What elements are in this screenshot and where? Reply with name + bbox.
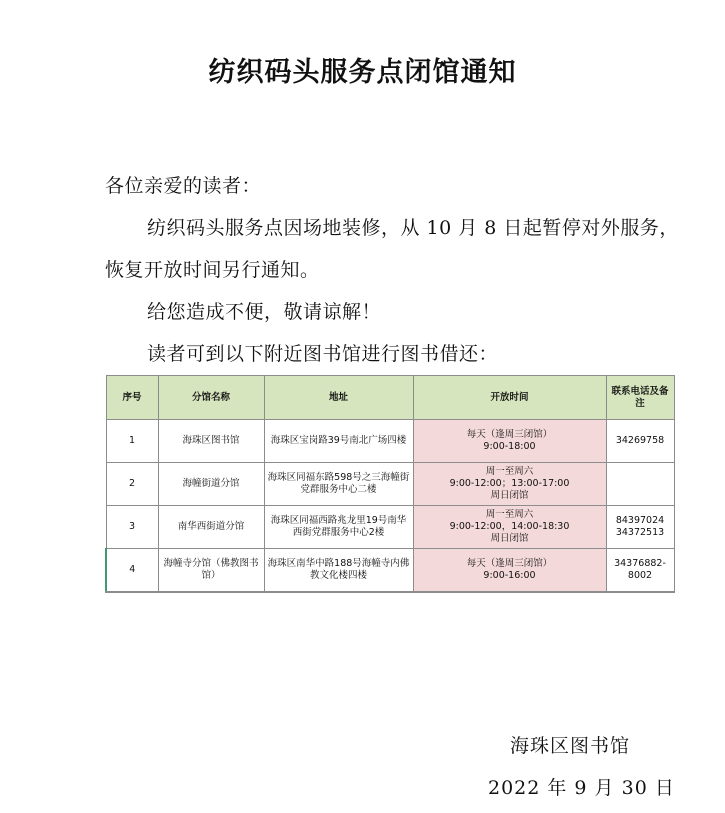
- row-address: 海珠区同福东路598号之三海幢街党群服务中心二楼: [264, 463, 413, 506]
- header-address: 地址: [264, 376, 413, 420]
- greeting: 各位亲爱的读者：: [105, 175, 262, 197]
- row-no: 1: [106, 420, 158, 463]
- table-header-row: [106, 376, 674, 420]
- row-address: 海珠区同福西路兆龙里19号南华西街党群服务中心2楼: [264, 506, 413, 549]
- row-branch-name: 南华西街道分馆: [158, 506, 264, 549]
- row-no: 3: [106, 506, 158, 549]
- row-branch-name: 海珠区图书馆: [158, 420, 264, 463]
- phone-line: 8002: [627, 570, 653, 581]
- hours-line: 每天（逢周三闭馆）: [466, 558, 553, 569]
- row-hours: [413, 506, 606, 549]
- hours-line: 9:00-18:00: [483, 441, 536, 452]
- row-phone: [606, 549, 674, 593]
- row-address: 海珠区宝岗路39号南北广场四楼: [264, 420, 413, 463]
- row-phone: [606, 506, 674, 549]
- header-no: 序号: [106, 376, 158, 420]
- hours-line: 9:00-12:00，14:00-18:30: [449, 521, 570, 532]
- row-branch-name: 海幢街道分馆: [158, 463, 264, 506]
- phone-line: 34372513: [615, 527, 665, 538]
- phone-line: 34269758: [615, 435, 665, 446]
- table-row: [106, 506, 674, 549]
- row-no: 2: [106, 463, 158, 506]
- table-row: [106, 549, 674, 593]
- signature-date: 2022 年 9 月 30 日: [488, 777, 675, 799]
- hours-line: 每天（逢周三闭馆）: [466, 429, 553, 440]
- row-hours: [413, 463, 606, 506]
- header-hours: 开放时间: [413, 376, 606, 420]
- row-phone: [606, 463, 674, 506]
- apology-text: 给您造成不便，敬请谅解！: [147, 301, 382, 323]
- hours-line: 9:00-16:00: [483, 570, 536, 581]
- hours-line: 周日闭馆: [490, 533, 529, 544]
- header-phone: 联系电话及备注: [606, 376, 674, 420]
- signature-org: 海珠区图书馆: [510, 735, 631, 757]
- phone-line: 34376882-: [614, 558, 666, 569]
- row-phone: [606, 420, 674, 463]
- hours-line: 周一至周六: [485, 509, 534, 520]
- row-address: 海珠区南华中路188号海幢寺内佛教文化楼四楼: [264, 549, 413, 593]
- borrow-note: 读者可到以下附近图书馆进行图书借还：: [147, 343, 499, 365]
- branch-table: [105, 375, 675, 593]
- row-hours: [413, 420, 606, 463]
- row-branch-name: 海幢寺分馆（佛教图书馆）: [158, 549, 264, 593]
- hours-line: 周一至周六: [485, 466, 534, 477]
- row-hours: [413, 549, 606, 593]
- table-row: [106, 420, 674, 463]
- phone-line: 84397024: [615, 515, 665, 526]
- notice-title: 纺织码头服务点闭馆通知: [208, 57, 517, 88]
- hours-line: 9:00-12:00；13:00-17:00: [449, 478, 570, 489]
- header-name: 分馆名称: [158, 376, 264, 420]
- notice-body: 纺织码头服务点因场地装修，从 10 月 8 日起暂停对外服务，恢复开放时间另行通知。: [105, 217, 679, 281]
- hours-line: 周日闭馆: [490, 490, 529, 501]
- row-no: 4: [106, 549, 158, 593]
- table-row: [106, 463, 674, 506]
